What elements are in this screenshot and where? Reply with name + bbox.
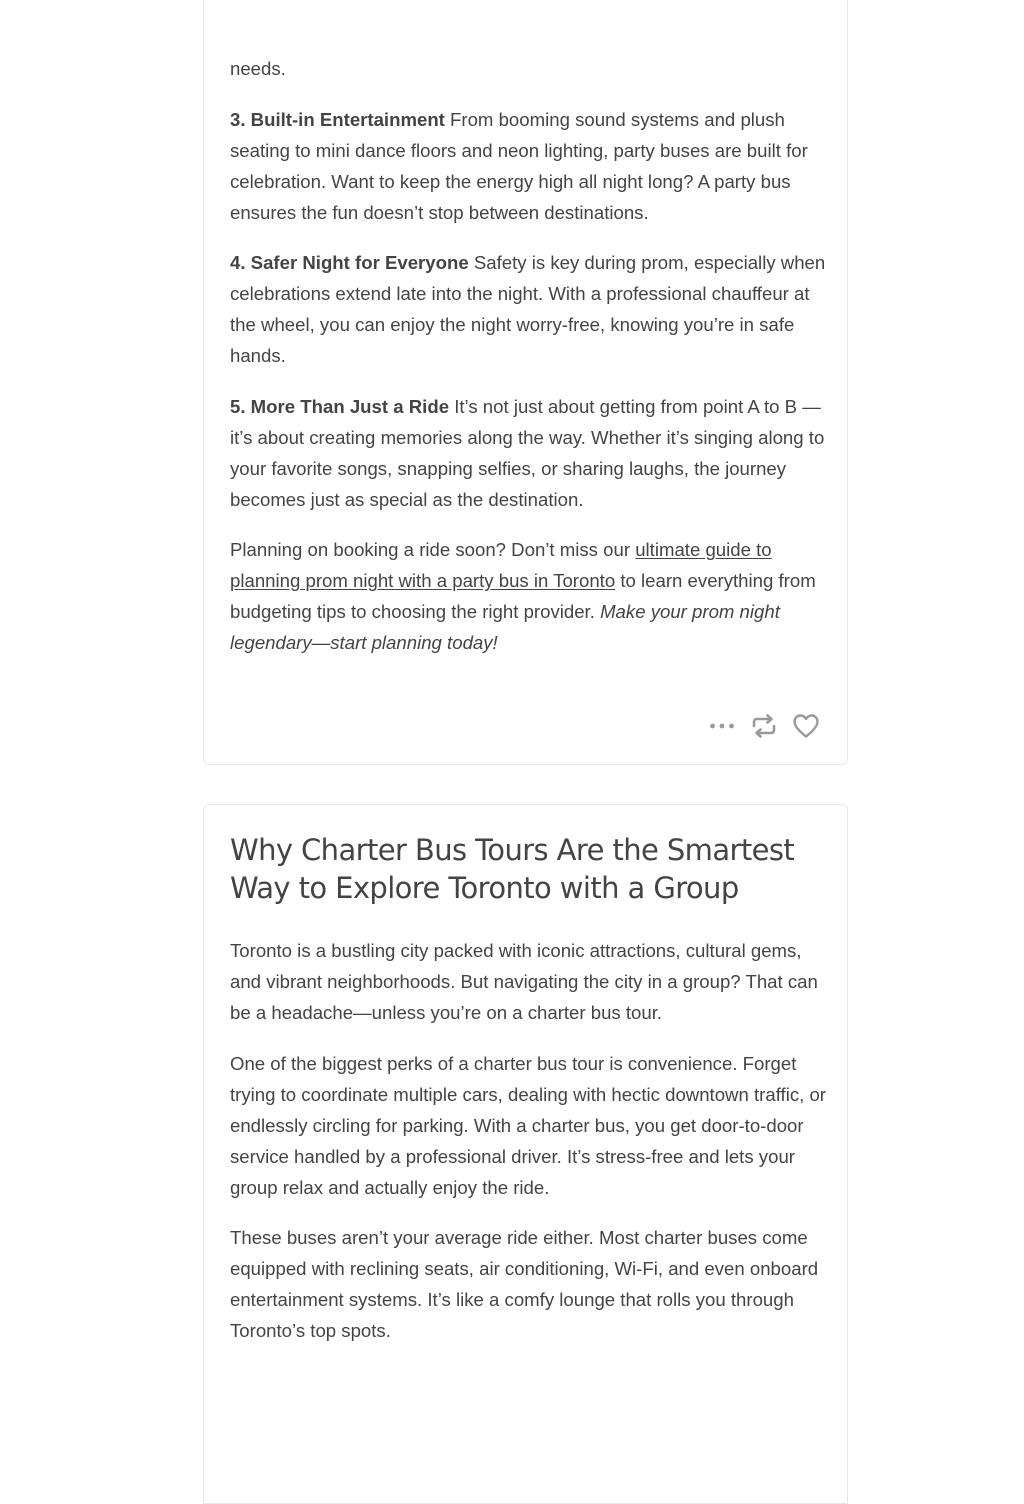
- heart-icon: [792, 713, 820, 739]
- guide-link[interactable]: ultimate guide to planning prom night with a party bus in Toronto: [230, 539, 772, 591]
- closing-italic-text: Make your prom night legendary—start planning today!: [230, 601, 780, 653]
- post-card-prom: [203, 0, 848, 765]
- item-4-title: 4. Safer Night for Everyone: [230, 252, 469, 273]
- item-3-text: From booming sound systems and plush seating to mini dance floors and neon lighting, party buses are built for celebration. Want to keep the energy high all night long? A party bus ensures the fun doesn’t stop between destinations.: [230, 108, 808, 223]
- paragraph-item-5: [230, 391, 830, 515]
- paragraph-closing: [230, 534, 830, 658]
- paragraph-fragment: [230, 53, 830, 84]
- paragraph-1: Toronto is a bustling city packed with iconic attractions, cultural gems, and vibrant neighborhoods. But navigating the city in a group? That can be a headache—unless you’re on a charter bus tour.: [230, 940, 818, 1023]
- post-actions: [707, 711, 821, 741]
- reblog-button[interactable]: [749, 711, 779, 741]
- item-5-text: It’s not just about getting from point A to B —it’s about creating memories along the way. Whether it’s singing along to your favorite songs, snapping selfies, or sharing laughs, the journey becomes just as special as the destination.: [230, 395, 825, 510]
- more-button[interactable]: [707, 711, 737, 741]
- paragraph-2: One of the biggest perks of a charter bus tour is convenience. Forget trying to coordinate multiple cars, dealing with hectic downtown traffic, or endlessly circling for parking. With a charter bus, you get door-to-door service handled by a professional driver. It’s stress-free and lets your group relax and actually enjoy the ride.: [230, 1052, 826, 1198]
- fragment-text: needs.: [230, 58, 286, 79]
- post-title: Why Charter Bus Tours Are the Smartest Way to Explore Toronto with a Group: [230, 833, 795, 905]
- like-button[interactable]: [791, 711, 821, 741]
- closing-post-text: to learn everything from budgeting tips to choosing the right provider.: [230, 570, 816, 622]
- reblog-icon: [751, 714, 777, 738]
- item-3-title: 3. Built-in Entertainment: [230, 108, 445, 130]
- more-icon: [709, 722, 735, 730]
- post-body: [230, 53, 830, 678]
- item-5-title: 5. More Than Just a Ride: [230, 395, 450, 417]
- paragraph-item-3: [230, 104, 830, 228]
- paragraph-item-4: [230, 247, 830, 371]
- closing-pre-text: Planning on booking a ride soon? Don’t miss our: [230, 539, 636, 560]
- post-body: [230, 831, 830, 1366]
- post-card-charter: [203, 804, 848, 1504]
- item-4-text: Safety is key during prom, especially when celebrations extend late into the night. With a professional chauffeur at the wheel, you can enjoy the night worry-free, knowing you’re in safe hands.: [230, 252, 826, 366]
- paragraph-3: These buses aren’t your average ride either. Most charter buses come equipped with reclining seats, air conditioning, Wi-Fi, and even onboard entertainment systems. It’s like a comfy lounge that rolls you through Toronto’s top spots.: [230, 1227, 819, 1341]
